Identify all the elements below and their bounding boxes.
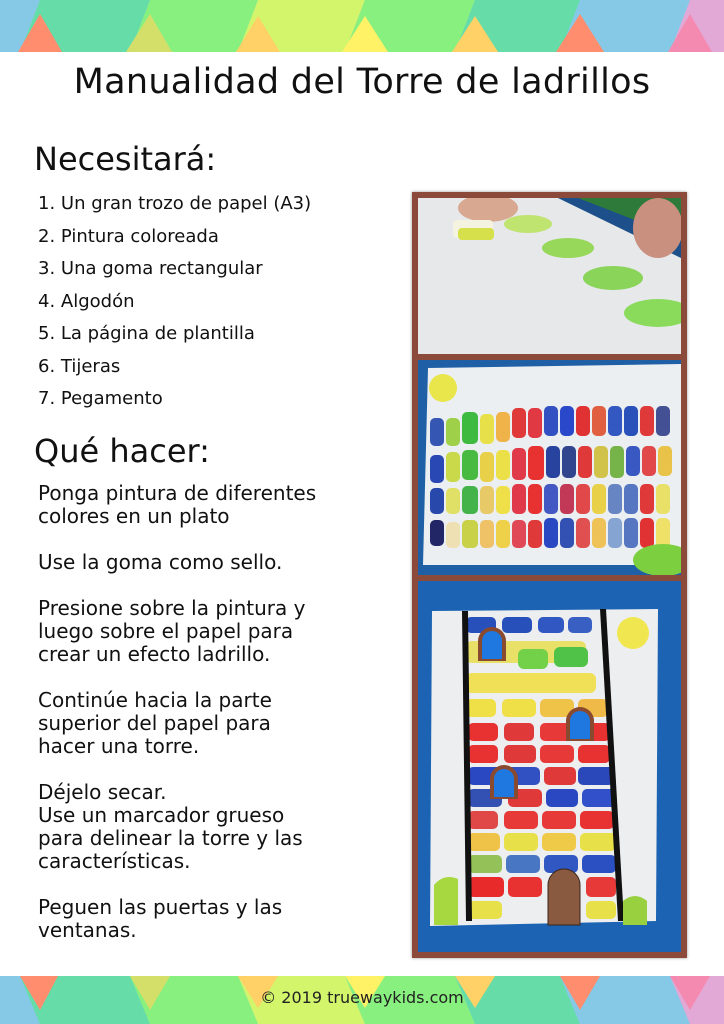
step-paragraph [38,689,398,758]
list-item: 4. Algodón [38,290,135,312]
step-line: Continúe hacia la parte [38,688,272,712]
copyright-footer: © 2019 truewaykids.com [260,988,464,1007]
instructions-heading: Qué hacer: [34,432,210,470]
list-item: 6. Tijeras [38,355,121,377]
window [478,627,506,661]
step-line: Déjelo secar. [38,780,167,804]
step-line: características. [38,849,191,873]
step-line: ventanas. [38,918,137,942]
list-item: 3. Una goma rectangular [38,258,263,279]
step-paragraph [38,551,398,574]
step-line: superior del papel para [38,711,271,735]
step-line: hacer una torre. [38,734,200,758]
photo-collage [412,192,687,958]
step-line: crear un efecto ladrillo. [38,642,271,666]
stamping-photo-icon [418,198,681,354]
step-line: Ponga pintura de diferentes [38,481,317,505]
step-line: luego sobre el papel para [38,619,294,643]
tower-photo-icon [418,581,681,952]
step-paragraph [38,597,398,666]
triangle-pattern-icon [0,0,724,52]
list-item: 1. Un gran trozo de papel (A3) [38,193,312,214]
step-paragraph [38,482,398,528]
materials-list [38,190,311,418]
step-paragraph [38,896,398,942]
photo-finished-tower [418,581,681,952]
step-line: Use la goma como sello. [38,550,283,574]
brick-rows-photo-icon [418,360,681,575]
step-line: colores en un plato [38,504,230,528]
instructions-steps [38,482,398,965]
step-line: Use un marcador grueso [38,803,285,827]
step-paragraph [38,781,398,873]
list-item: 5. La página de plantilla [38,323,255,344]
step-line: Presione sobre la pintura y [38,596,306,620]
materials-heading: Necesitará: [34,140,217,178]
decorative-top-band [0,0,724,52]
step-line: Peguen las puertas y las [38,895,283,919]
page-title: Manualidad del Torre de ladrillos [73,62,651,102]
step-line: para delinear la torre y las [38,826,303,850]
photo-brick-rows [418,360,681,575]
photo-stamping [418,198,681,354]
list-item: 2. Pintura coloreada [38,225,219,247]
list-item: 7. Pegamento [38,388,163,409]
